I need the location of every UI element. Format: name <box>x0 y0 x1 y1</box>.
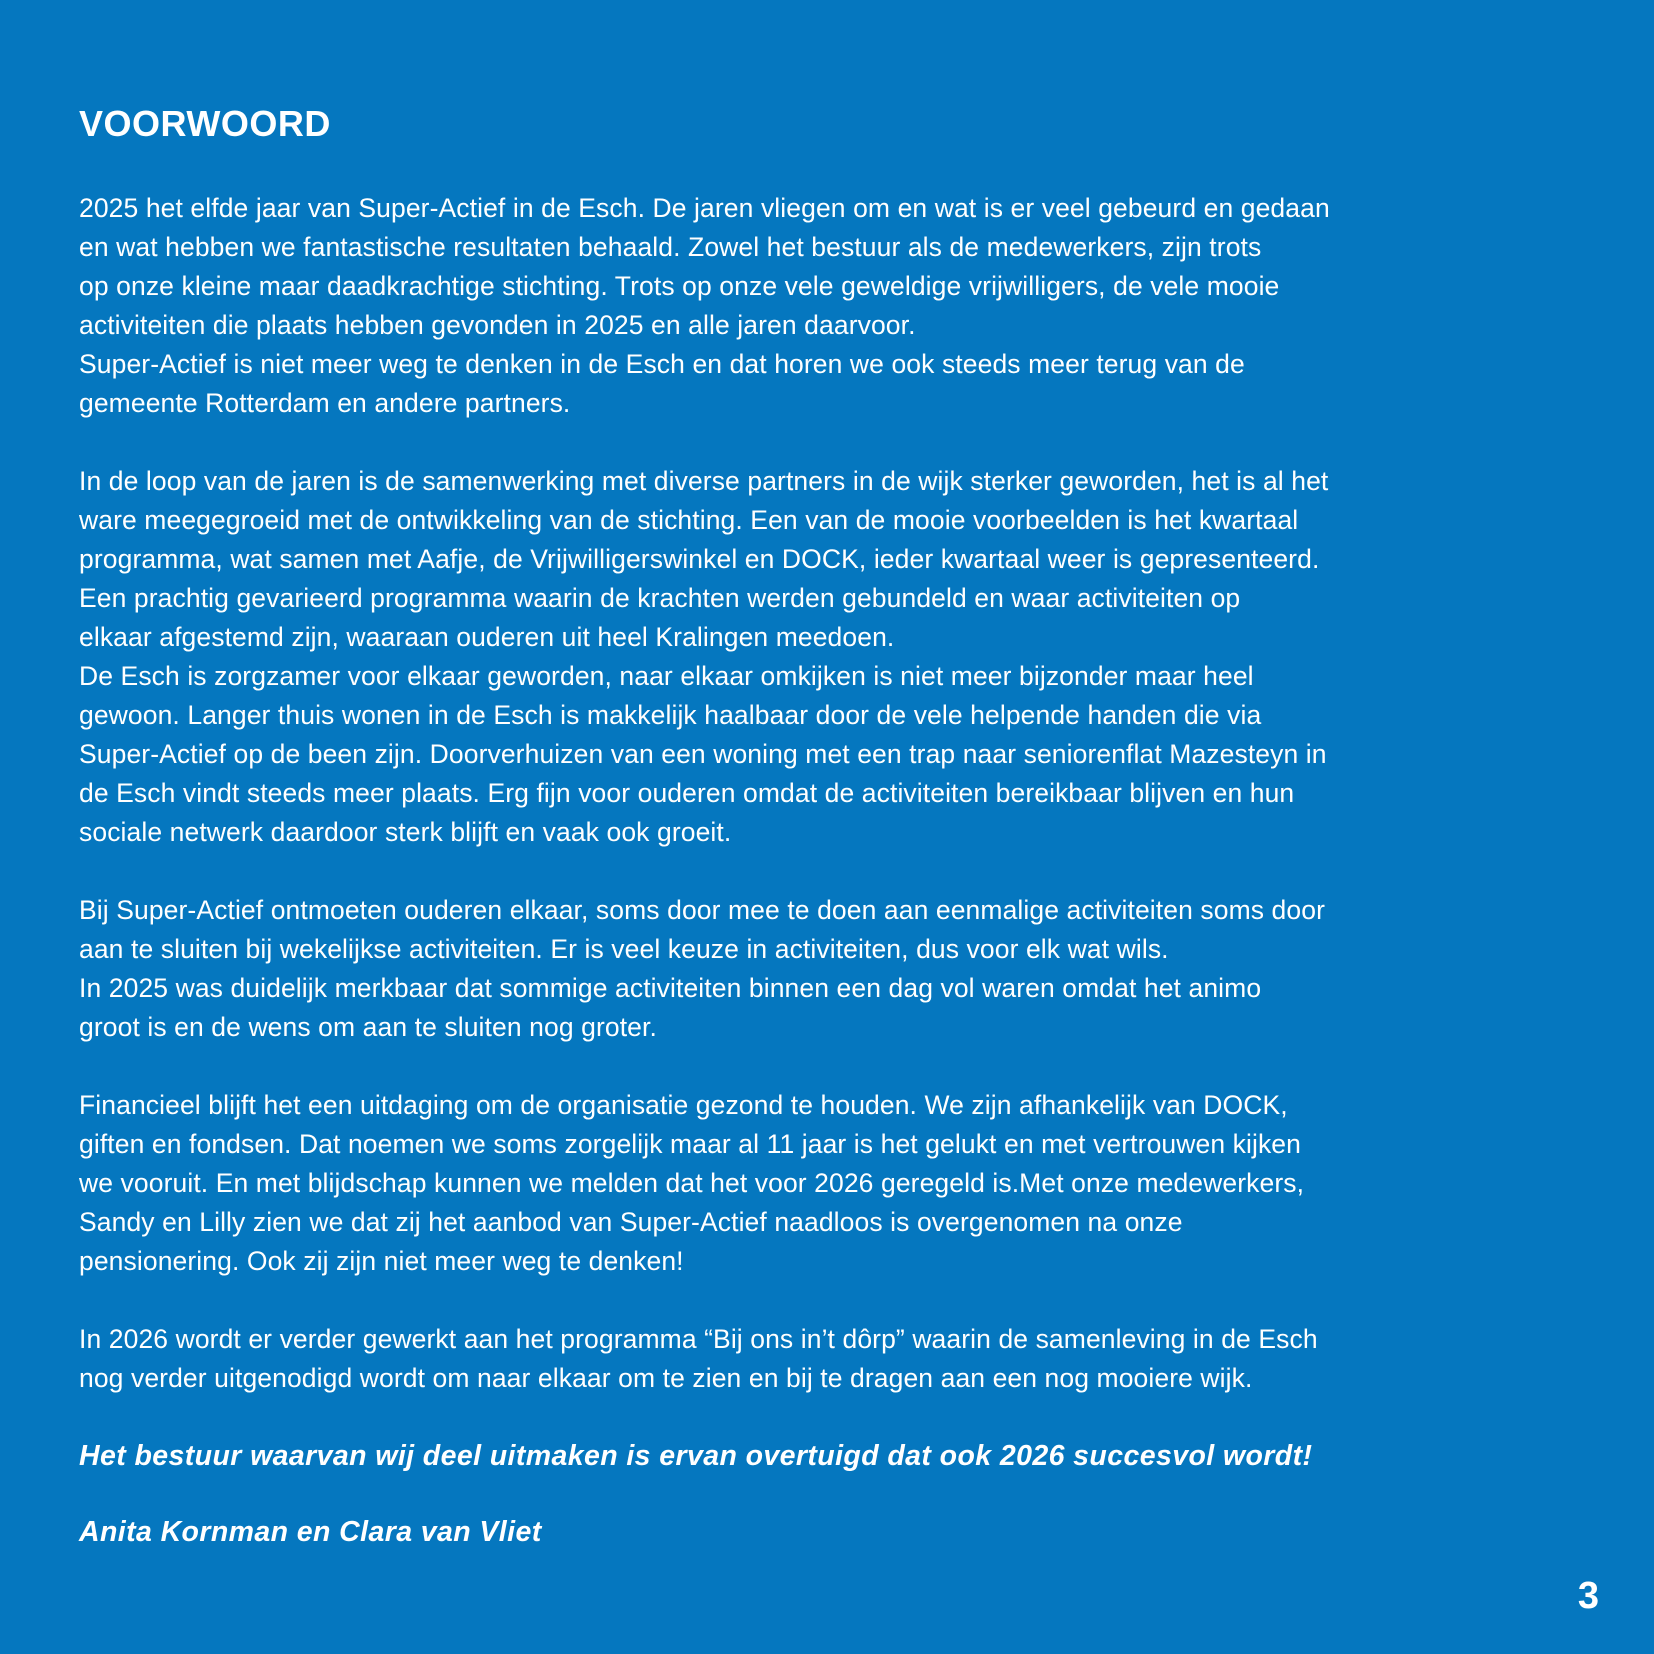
paragraph-line: pensionering. Ook zij zijn niet meer weg te denken! <box>79 1246 684 1276</box>
paragraph-line: aan te sluiten bij wekelijkse activiteiten. Er is veel keuze in activiteiten, dus voor elk wat wils. <box>79 934 1169 964</box>
paragraph-line: gemeente Rotterdam en andere partners. <box>79 388 571 418</box>
body-text <box>79 189 1594 1398</box>
paragraph-line: nog verder uitgenodigd wordt om naar elkaar om te zien en bij te dragen aan een nog mooiere wijk. <box>79 1363 1253 1393</box>
paragraph-line: Financieel blijft het een uitdaging om de organisatie gezond te houden. We zijn afhankelijk van DOCK, <box>79 1090 1288 1120</box>
paragraph-line: op onze kleine maar daadkrachtige stichting. Trots op onze vele geweldige vrijwilligers, de vele mooie <box>79 271 1280 301</box>
body-paragraph <box>79 1320 1594 1398</box>
paragraph-line: ware meegegroeid met de ontwikkeling van de stichting. Een van de mooie voorbeelden is het kwartaal <box>79 505 1299 535</box>
page-title: VOORWOORD <box>79 103 331 144</box>
paragraph-line: Super-Actief is niet meer weg te denken in de Esch en dat horen we ook steeds meer terug van de <box>79 349 1245 379</box>
body-paragraph <box>79 1086 1594 1281</box>
body-paragraph <box>79 189 1594 423</box>
paragraph-line: elkaar afgestemd zijn, waaraan ouderen uit heel Kralingen meedoen. <box>79 622 895 652</box>
paragraph-line: In 2026 wordt er verder gewerkt aan het programma “Bij ons in’t dôrp” waarin de samenleving in de Esch <box>79 1324 1318 1354</box>
paragraph-line: Super-Actief op de been zijn. Doorverhuizen van een woning met een trap naar seniorenflat Mazesteyn in <box>79 739 1327 769</box>
paragraph-line: en wat hebben we fantastische resultaten behaald. Zowel het bestuur als de medewerkers, zijn trots <box>79 232 1262 262</box>
paragraph-line: groot is en de wens om aan te sluiten nog groter. <box>79 1012 657 1042</box>
paragraph-line: In 2025 was duidelijk merkbaar dat sommige activiteiten binnen een dag vol waren omdat het animo <box>79 973 1262 1003</box>
paragraph-line: 2025 het elfde jaar van Super-Actief in de Esch. De jaren vliegen om en wat is er veel gebeurd en gedaan <box>79 193 1330 223</box>
paragraph-line: De Esch is zorgzamer voor elkaar geworden, naar elkaar omkijken is niet meer bijzonder maar heel <box>79 661 1254 691</box>
paragraph-line: Een prachtig gevarieerd programma waarin de krachten werden gebundeld en waar activiteiten op <box>79 583 1241 613</box>
paragraph-line: programma, wat samen met Aafje, de Vrijwilligerswinkel en DOCK, ieder kwartaal weer is gepresenteerd. <box>79 544 1320 574</box>
paragraph-line: In de loop van de jaren is de samenwerking met diverse partners in de wijk sterker geworden, het is al het <box>79 466 1329 496</box>
paragraph-line: activiteiten die plaats hebben gevonden in 2025 en alle jaren daarvoor. <box>79 310 916 340</box>
signature: Anita Kornman en Clara van Vliet <box>79 1516 542 1548</box>
paragraph-line: gewoon. Langer thuis wonen in de Esch is makkelijk haalbaar door de vele helpende handen die via <box>79 700 1262 730</box>
closing-statement: Het bestuur waarvan wij deel uitmaken is ervan overtuigd dat ook 2026 succesvol wordt! <box>79 1440 1313 1472</box>
body-paragraph <box>79 891 1594 1047</box>
paragraph-line: Sandy en Lilly zien we dat zij het aanbod van Super-Actief naadloos is overgenomen na onze <box>79 1207 1183 1237</box>
body-paragraph <box>79 462 1594 852</box>
paragraph-line: de Esch vindt steeds meer plaats. Erg fijn voor ouderen omdat de activiteiten bereikbaar blijven en hun <box>79 778 1295 808</box>
paragraph-line: Bij Super-Actief ontmoeten ouderen elkaar, soms door mee te doen aan eenmalige activiteiten soms door <box>79 895 1325 925</box>
paragraph-line: we vooruit. En met blijdschap kunnen we melden dat het voor 2026 geregeld is.Met onze medewerkers, <box>79 1168 1305 1198</box>
page-number: 3 <box>1577 1575 1599 1617</box>
paragraph-line: sociale netwerk daardoor sterk blijft en vaak ook groeit. <box>79 817 732 847</box>
paragraph-line: giften en fondsen. Dat noemen we soms zorgelijk maar al 11 jaar is het gelukt en met vertrouwen kijken <box>79 1129 1301 1159</box>
